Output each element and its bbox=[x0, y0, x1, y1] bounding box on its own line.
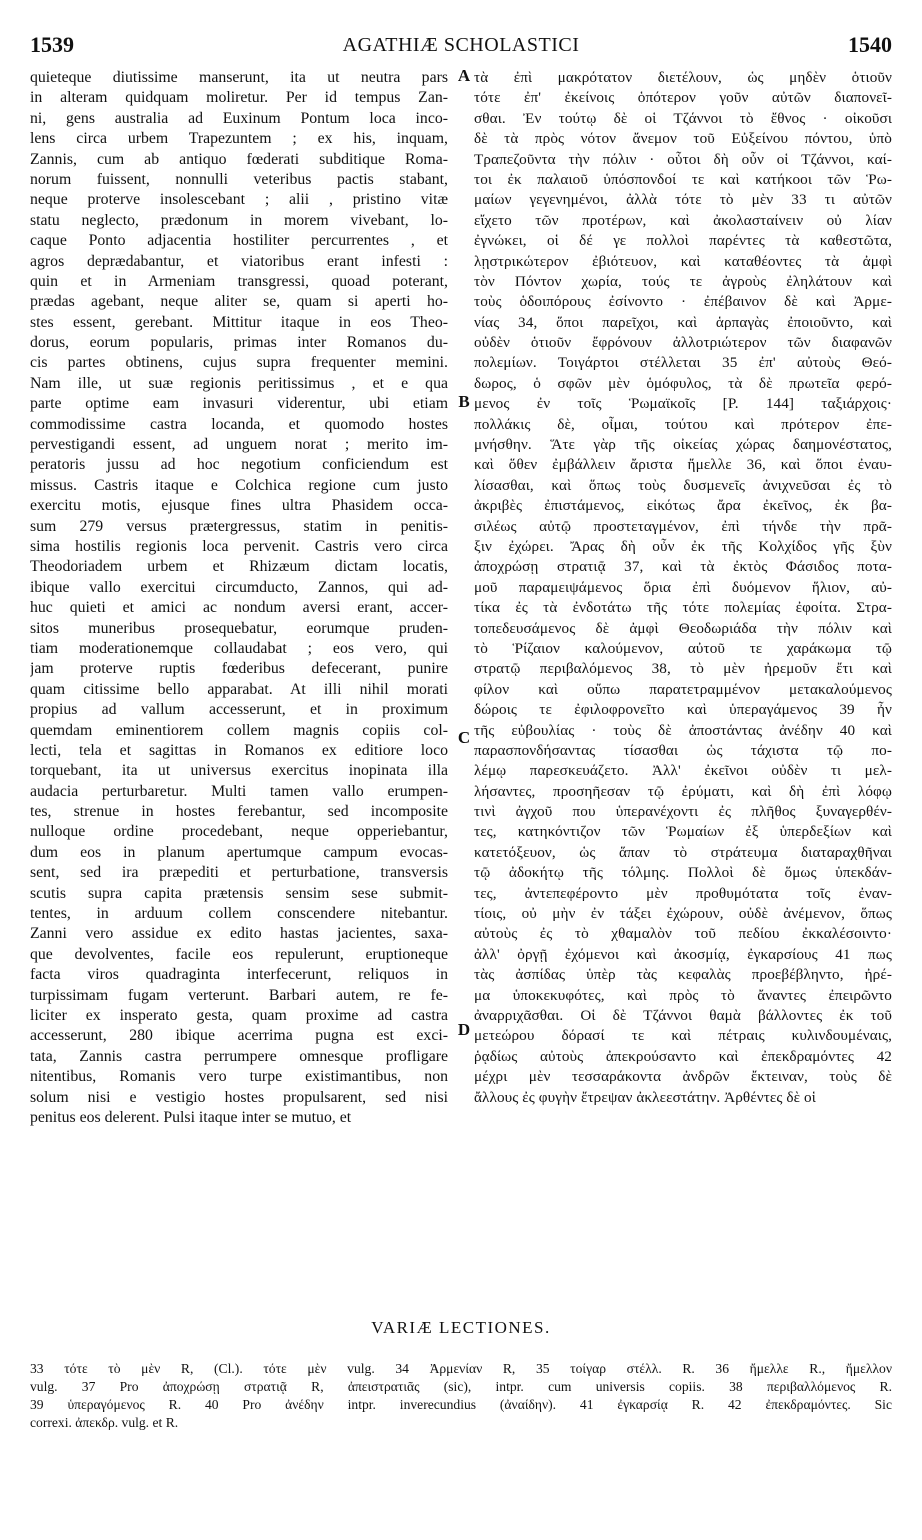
latin-text-line: neque proterve insolescebant ; alii , pristino vitæ bbox=[30, 191, 448, 209]
latin-text-line: peratoris jussu ad hoc negotium conficiendum est bbox=[30, 456, 448, 474]
greek-text-line: τίκα ἐς τὰ ἐνδοτάτω τῆς τότε πολεμίας ἐφοίτα. Στρα- bbox=[474, 599, 892, 617]
footnotes bbox=[30, 1360, 892, 1432]
greek-text-line: ἀποχρώσῃ στρατιᾷ 37, καὶ τὰ ἐκτὸς Φάσιδος ποτα- bbox=[474, 558, 892, 576]
page-number-left: 1539 bbox=[30, 32, 74, 57]
greek-text-line: μενος ἐν τοῖς Ῥωμαϊκοῖς [P. 144] ταξιάρχοις· bbox=[474, 395, 892, 413]
latin-text-line: huc quieti et amici ac nondum aversi erant, accer- bbox=[30, 599, 448, 617]
latin-text-line: statu neglecto, prædonum in morem vivebant, lo- bbox=[30, 211, 448, 229]
greek-text-line: μαίων γεγενημένοι, ἀλλὰ τότε τὸ μὲν 33 τι αὐτῶν bbox=[474, 191, 892, 209]
latin-text-line: tentes, in arduum collem conscendere nitebantur. bbox=[30, 905, 448, 923]
greek-text-line: τοι ἐκ παλαιοῦ ὑπόσπονδοί τε καὶ κατήκοοι τῶν Ῥω- bbox=[474, 170, 892, 188]
greek-text-line: δὲ τὰ πρὸς νότον ἄνεμον τοῦ Εὐξείνου πόντου, ὑπὸ bbox=[474, 130, 892, 148]
latin-text-line: lecti, tela et sagittas in Romanos ex editiore loco bbox=[30, 741, 448, 759]
latin-text-line: liciter ex insperato gesta, quam proxime ad castra bbox=[30, 1006, 448, 1024]
latin-text-line: agros deprædabantur, et viatoribus erant infesti : bbox=[30, 252, 448, 270]
greek-text-line: τὰ ἐπὶ μακρότατον διετέλουν, ὡς μηδὲν ὁτιοῦν bbox=[474, 69, 892, 86]
latin-text-line: penitus eos delerent. Pulsi itaque inter se mutuo, et bbox=[30, 1108, 352, 1126]
latin-text-line: missus. Castris itaque e Colchica regione cum justo bbox=[30, 476, 448, 494]
footnote-line: 39 ὑπεραγόμενος R. 40 Pro ἀνέδην intpr. inverecundius (ἀναίδην). 41 ἐγκαρσίᾳ R. 42 ἐπεκδραμόντες. Sic bbox=[30, 1397, 892, 1412]
latin-text-line: tes, strenue in hostes ferebantur, sed incomposite bbox=[30, 803, 448, 821]
latin-text-line: Zanni vero assidue ex edito hastas jacientes, saxa- bbox=[30, 925, 448, 943]
greek-text-line: πολλάκις δὲ, οἶμαι, τούτου καὶ πρότερον ἐπε- bbox=[474, 415, 892, 433]
greek-text-line: τῆς εὐβουλίας · τοὺς δὲ ἀποστάντας ἀνέδην 40 καὶ bbox=[474, 721, 892, 739]
latin-text-line: dum eos in planum apertumque campum evocas- bbox=[30, 843, 448, 861]
greek-text-line: τοὺς ὁδοιπόρους ἐσίνοντο · ἐπέβαινον δὲ καὶ Ἀρμε- bbox=[474, 293, 892, 311]
greek-column bbox=[474, 68, 892, 1108]
latin-text-line: tata, Zannis castra perrumpere omnesque profligare bbox=[30, 1047, 448, 1065]
latin-text-line: pervestigandi essent, ad unguem norat ; merito im- bbox=[30, 436, 448, 454]
greek-text-line: σιλέως αὐτῷ προστεταγμένον, ἐπὶ τήνδε τὴν πρᾶ- bbox=[474, 517, 892, 535]
latin-text-line: Theodoriadem urbem et Rhizæum dictam locatis, bbox=[30, 558, 448, 576]
margin-letter-c: C bbox=[457, 728, 471, 747]
greek-text-line: ξιν ἐχώρει. Ἄρας δὴ οὖν ἐκ τῆς Κολχίδος γῆς ξὺν bbox=[474, 537, 892, 555]
margin-letter-d: D bbox=[457, 1020, 471, 1039]
greek-text-line: νίας 34, ὅποι παρεῖχοι, καὶ ἁρπαγὰς ἐποιοῦντο, καὶ bbox=[474, 313, 892, 331]
greek-text-line: μετεώρου δόρασί τε καὶ πέτραις κυλινδουμέναις, bbox=[474, 1027, 892, 1045]
latin-text-line: ni, gens australia ad Euxinum Pontum loca inco- bbox=[30, 109, 448, 127]
latin-text-line: sima hostilis regionis loca pervenit. Castris vero circa bbox=[30, 537, 448, 555]
latin-text-line: propius ad vallum accesserunt, et in proximum bbox=[30, 701, 448, 719]
latin-text-line: dorus, eorum popularis, primas inter Romanos du- bbox=[30, 334, 448, 352]
latin-text-line: quieteque diutissime manserunt, ita ut neutra pars bbox=[30, 69, 448, 86]
latin-text-line: jam proterve ruptis fœderibus defecerant, punire bbox=[30, 660, 448, 678]
greek-text-line: εἴχετο τῶν προτέρων, καὶ ἀκολασταίνειν οὐ λίαν bbox=[474, 211, 892, 229]
greek-text-line: τὸ Ῥίζαιον καλούμενον, αὐτοῦ τε χαράκωμα τῷ bbox=[474, 639, 892, 657]
latin-text-line: stes essent, gerebant. Mittitur itaque in eos Theo- bbox=[30, 313, 448, 331]
greek-text-line: δώροις τε ἐφιλοφρονεῖτο καὶ ὑπεραγάμενος 39 ἦν bbox=[474, 701, 892, 719]
greek-text-line: τὰς ἀσπίδας ὑπὲρ τὰς κεφαλὰς προεβέβληντο, ἠρέ- bbox=[474, 966, 892, 984]
latin-text-line: nulloque ordine procedebant, neque opperiebantur, bbox=[30, 823, 448, 841]
latin-text-line: que devolventes, facile eos repulerunt, eruptioneque bbox=[30, 945, 448, 963]
greek-text-line: λίσασθαι, καὶ ὅπως τοὺς δυσμενεῖς ἀνιχνεῦσαι ἐς τὸ bbox=[474, 476, 892, 494]
latin-text-line: torquebant, ita ut universus exercitus inopinata illa bbox=[30, 762, 448, 780]
footnote-line: vulg. 37 Pro ἀποχρώσῃ στρατιᾷ R, ἀπειστρατιᾶς (sic), intpr. cum universis copiis. 38 περιβαλλόμενος R. bbox=[30, 1379, 892, 1394]
greek-text-line: καὶ ὅθεν ἐμβάλλειν ἄριστα ἤμελλε 36, καὶ ὅποι ἐναυ- bbox=[474, 456, 892, 474]
latin-text-line: commodissime castra locanda, et quomodo hostes bbox=[30, 415, 448, 433]
latin-text-line: caque Ponto adjacentia hostiliter percurrentes , et bbox=[30, 232, 448, 250]
page-number-right: 1540 bbox=[848, 32, 892, 57]
latin-text-line: sum 279 versus prætergressus, statim in penitis- bbox=[30, 517, 448, 535]
greek-text-line: μοῦ παραμειψάμενος ὅρια ἐπὶ δυόμενον ἥλιον, αὐ- bbox=[474, 578, 892, 596]
greek-text-line: ἐγνώκει, οἱ δέ γε πολλοὶ παρέντες τὰ καθεστῶτα, bbox=[474, 232, 892, 250]
greek-text-line: ἀναρριχᾶσθαι. Οἱ δὲ Τζάννοι θαμὰ βάλλοντες ἐκ τοῦ bbox=[474, 1006, 892, 1024]
greek-text-line: σθαι. Ἐν τούτῳ δὲ οἱ Τζάννοι τὸ ἔθνος · οἰκοῦσι bbox=[474, 109, 892, 127]
latin-text-line: ibique vallo exercitui circumducto, Zannos, qui ad- bbox=[30, 578, 448, 596]
greek-text-line: μνήσθην. Ἅτε γὰρ τῆς οἰκείας χώρας δαημονέστατος, bbox=[474, 436, 892, 454]
greek-text-line: λήσαντες, προσηῆεσαν τῷ ἐρύματι, καὶ δὴ ἐπὶ λόφῳ bbox=[474, 782, 892, 800]
greek-text-line: ἀλλ' ὀργῇ ἐχόμενοι καὶ ἀκοσμίᾳ, ἐγκαρσίους 41 πως bbox=[474, 945, 892, 963]
latin-text-line: quemdam eminentiorem collem magnis copiis col- bbox=[30, 721, 448, 739]
variae-lectiones-heading: VARIÆ LECTIONES. bbox=[371, 1318, 551, 1337]
latin-text-line: sitos muneribus prosequebatur, eorumque pruden- bbox=[30, 619, 448, 637]
latin-text-line: scutis supra capita prætensis sensim sese submit- bbox=[30, 884, 448, 902]
greek-text-line: τῷ ἀδοκήτῳ τῆς τόλμης. Πολλοὶ δὲ ὅμως ὑπεκδάν- bbox=[474, 864, 892, 882]
greek-text-line: τὸν Πόντον χωρία, τούς τε ἀγροὺς ἐληλάτουν καὶ bbox=[474, 272, 892, 290]
running-title: AGATHIÆ SCHOLASTICI bbox=[342, 34, 580, 56]
latin-text-line: norum fuissent, nonnulli veteribus pactis stabant, bbox=[30, 170, 448, 188]
latin-text-line: quam citissime bello apparabat. At illi nihil morati bbox=[30, 680, 448, 698]
latin-text-line: in alteram quidquam moliretur. Per id tempus Zan- bbox=[30, 89, 448, 107]
greek-text-line: φίλον καὶ οὔπω παρατετραμμένον μετακαλούμενος bbox=[474, 680, 892, 698]
greek-text-line: λέμῳ παρεσκευάζετο. Ἀλλ' ἐκεῖνοι οὐδὲν τι μελ- bbox=[474, 762, 892, 780]
greek-text-line: Τραπεζοῦντα τὴν πόλιν · οὗτοι δὴ οὖν οἱ Τζάννοι, καί- bbox=[474, 150, 892, 168]
latin-text-line: Nam ille, ut suæ regionis peritissimus , et e qua bbox=[30, 374, 448, 392]
greek-text-line: ἄλλους ἐς φυγὴν ἔτρεψαν ἀκλεεστάτην. Ἀρθέντες δὲ οἱ bbox=[474, 1088, 816, 1106]
margin-letter-b: B bbox=[458, 392, 470, 411]
latin-text-line: lens circa urbem Trapezuntem ; ex his, inquam, bbox=[30, 130, 448, 148]
greek-text-line: αὐτοὺς ἐς τὸ χθαμαλὸν τοῦ πεδίου ἐκκαλέσοιντο· bbox=[474, 925, 892, 943]
greek-text-line: μέχρι μὲν τεσσαράκοντα ἀνδρῶν ἔκτειναν, τοὺς δὲ bbox=[474, 1068, 892, 1086]
greek-text-line: τες, ἀντεπεφέροντο μὲν προθυμότατα τοῖς ἐναν- bbox=[474, 884, 892, 902]
footnote-line: correxi. ἀπεκδρ. vulg. et R. bbox=[30, 1415, 179, 1430]
footnote-line: 33 τότε τὸ μὲν R, (Cl.). τότε μὲν vulg. 34 Ἀρμενίαν R, 35 τοίγαρ στέλλ. R. 36 ἤμελλε R., ἤμελλον bbox=[30, 1361, 892, 1376]
latin-text-line: parte optime eam invasuri viderentur, ubi etiam bbox=[30, 395, 448, 413]
greek-text-line: πολεμίων. Τοιγάρτοι στέλλεται 35 ἐπ' αὐτοὺς Θεό- bbox=[474, 354, 892, 372]
latin-text-line: audacia perturbaretur. Multi tamen vallo erumpen- bbox=[30, 782, 448, 800]
latin-text-line: prædas agebant, neque aliter se, quam si aperti ho- bbox=[30, 293, 448, 311]
greek-text-line: μα ὑποκεκυφότες, καὶ πρὸς τὸ ἄναντες ἐπειρῶντο bbox=[474, 986, 892, 1004]
latin-text-line: exercitu motis, ejusque fines ultra Phasidem occa- bbox=[30, 497, 448, 515]
greek-text-line: στρατῷ περιβαλόμενος 38, τὸ μὲν ἠρεμοῦν ἔτι καὶ bbox=[474, 660, 892, 678]
latin-text-line: accesserunt, 280 ibique acerrima pugna est exci- bbox=[30, 1027, 448, 1045]
greek-text-line: λῃστρικώτερον ἐβιότευον, καὶ καταθέοντες τὰ ἀμφὶ bbox=[474, 252, 892, 270]
page-header bbox=[30, 32, 892, 62]
greek-text-line: τότε ἐπ' ἐκείνοις ὁπότερον γοῦν αὐτῶν διαπονεῖ- bbox=[474, 89, 892, 107]
latin-text-line: solum nisi e vestigio hostes propulsarent, sed nisi bbox=[30, 1088, 448, 1106]
latin-text-line: sent, sed ira præpediti et perturbatione, transversis bbox=[30, 864, 448, 882]
latin-column bbox=[30, 68, 448, 1128]
latin-text-line: tiam moderationemque collaudabat ; eos vero, qui bbox=[30, 639, 448, 657]
greek-text-line: ἀκριβὲς ἐπιστάμενος, εἰκότως ἄρα ἐκεῖνος, ἐκ βα- bbox=[474, 497, 892, 515]
latin-text-line: quin et in Armeniam transgressi, quoad poterant, bbox=[30, 272, 448, 290]
greek-text-line: τινὶ ἀγχοῦ που ὑπερανέχοντι ἐς πλῆθος ξυναγερθέν- bbox=[474, 803, 892, 821]
latin-text-line: nitentibus, Romanis vero turpe existimantibus, non bbox=[30, 1068, 448, 1086]
greek-text-line: κατετόξευον, ὡς ἅπαν τὸ στράτευμα διαταραχθῆναι bbox=[474, 843, 892, 861]
latin-text-line: Zannis, cum ab antiquo fœderati subditique Roma- bbox=[30, 150, 448, 168]
greek-text-line: τοπεδευσάμενος δὲ ἀμφὶ Θεοδωριάδα τὴν πόλιν καὶ bbox=[474, 619, 892, 637]
greek-text-line: παρασπονδήσαντας τίσασθαι ὡς τάχιστα τῷ πο- bbox=[474, 741, 892, 759]
greek-text-line: οὐδὲν ὁτιοῦν ἔφρόνουν ἀλλοτριώτερον τῶν διαφανῶν bbox=[474, 334, 892, 352]
greek-text-line: ῥᾳδίως αὐτοὺς ἀπεκρούσαντο καὶ ἐπεκδραμόντες 42 bbox=[474, 1047, 892, 1065]
greek-text-line: τίοις, οὐ μὴν ἐν τάξει ἐχώρουν, οὐδὲ ἀνέμενον, ὅπως bbox=[474, 905, 892, 923]
latin-text-line: turpissimam fugam verterunt. Barbari autem, re fe- bbox=[30, 986, 448, 1004]
margin-letter-a: A bbox=[457, 66, 471, 85]
greek-text-line: δωρος, ὁ σφῶν μὲν ὁμόφυλος, τὰ δὲ πρωτεῖα φερό- bbox=[474, 374, 892, 392]
latin-text-line: facta viros quadraginta interfecerunt, reliquos in bbox=[30, 966, 448, 984]
latin-text-line: cis partes obtinens, cujus supra frequenter memini. bbox=[30, 354, 448, 372]
greek-text-line: τες, κατηκόντιζον τῶν Ῥωμαίων ἐξ ὑπερδεξίων καὶ bbox=[474, 823, 892, 841]
